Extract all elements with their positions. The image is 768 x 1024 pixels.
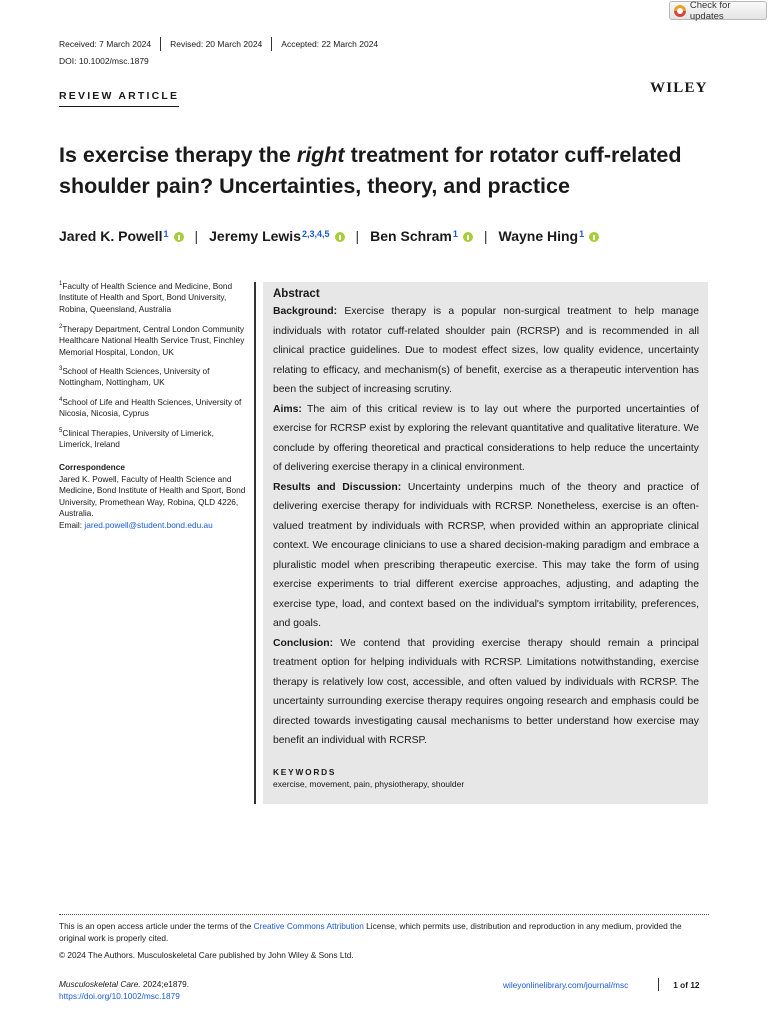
abstract-heading: Abstract (273, 288, 320, 300)
correspondence-text: Jared K. Powell, Faculty of Health Science and Medicine, Bond Institute of Health and Sport, Bond University, Promethean Way, Robina, QLD 4226, Australia. (59, 473, 246, 519)
affiliations (59, 279, 249, 532)
author-name[interactable]: Ben Schram (370, 228, 452, 244)
aims-text: The aim of this critical review is to lay out where the purported uncertainties of exercise for RCRSP exist by exploring the relevant quantitative and qualitative literature. We conclude by offering theoretical and practical considerations to help reduce the uncertainty of delivering exercise therapy in a clinical environment. (273, 403, 699, 473)
column-divider (254, 282, 256, 804)
author-name[interactable]: Wayne Hing (498, 228, 579, 244)
page-info (503, 978, 700, 991)
abstract-results (273, 478, 699, 634)
affiliation-number: 5 (59, 428, 63, 434)
abstract-aims (273, 400, 699, 478)
email-link[interactable]: jared.powell@student.bond.edu.au (84, 519, 213, 530)
license-text-post: License, which permits use, distribution and reproduction in any medium, provided the original work is properly cited. (59, 921, 682, 943)
affiliation-text: Faculty of Health Science and Medicine, Bond Institute of Health and Sport, Bond University, Robina, Queensland, Australia (59, 280, 233, 314)
affiliation (59, 322, 249, 359)
page-number: 1 of 12 (673, 979, 700, 990)
title-italic: right (296, 143, 345, 167)
affiliation-text: Clinical Therapies, University of Limerick, Limerick, Ireland (59, 427, 214, 450)
citation-block (59, 978, 189, 1002)
affiliation-text: School of Health Sciences, University of Nottingham, Nottingham, UK (59, 365, 210, 388)
affiliation (59, 279, 249, 316)
article-type: REVIEW ARTICLE (59, 90, 179, 107)
background-text: Exercise therapy is a popular non-surgical treatment to help manage individuals with rotator cuff-related shoulder pain (RCRSP) and is recommended in all clinical practice guidelines. Due to modest effect sizes, low quality evidence, uncertainty relating to efficacy, and mechanism(s) of benefit, exercise as a therapeutic intervention has been the subject of increasing scrutiny. (273, 306, 699, 395)
check-for-updates-button[interactable] (669, 1, 767, 20)
revised-date: Revised: 20 March 2024 (170, 38, 263, 49)
author-name[interactable]: Jeremy Lewis (209, 228, 301, 244)
date-divider (271, 37, 272, 51)
author-separator: | (483, 228, 488, 244)
orcid-icon[interactable] (335, 232, 345, 242)
article-dates (59, 37, 378, 50)
author-affiliation-sup: 1 (579, 229, 585, 239)
correspondence-email-line (59, 520, 249, 532)
affiliation-number: 3 (59, 366, 63, 373)
check-for-updates-label: Check for updates (689, 0, 731, 22)
license-text-pre: This is an open access article under the terms of the (59, 921, 254, 931)
conclusion-label: Conclusion: (273, 637, 334, 649)
abstract-box (263, 282, 708, 804)
email-label: Email: (59, 519, 85, 530)
affiliation (59, 426, 249, 451)
doi-link[interactable]: https://doi.org/10.1002/msc.1879 (59, 991, 180, 1001)
title-part-1: Is exercise therapy the (59, 143, 297, 167)
background-label: Background: (273, 306, 338, 317)
abstract-background (273, 302, 699, 400)
affiliation-text: Therapy Department, Central London Community Healthcare National Health Service Trust, Finchley Memorial Hospital, London, UK (59, 323, 245, 357)
affiliation-number: 4 (59, 397, 63, 404)
citation-text: 2024;e1879. (140, 979, 190, 989)
abstract-conclusion (273, 634, 699, 751)
page-divider (658, 978, 659, 991)
orcid-icon[interactable] (463, 232, 473, 242)
results-text: Uncertainty underpins much of the theory and practice of delivering exercise therapy for individuals with RCRSP. Nonetheless, exercise is an often-valued treatment by individuals with RCRSP, when provided within an appropriate clinical context. We encourage clinicians to use a shared decision-making paradigm and embrace a pluralistic model when prescribing therapeutic exercise. This may take the form of using exercise experiments to trial different exercise approaches, adjusting, and adapting the exercise type, load, and context based on the individual's symptom irritability, preferences, and goals. (273, 481, 699, 629)
copyright: © 2024 The Authors. Musculoskeletal Care published by John Wiley & Sons Ltd. (59, 950, 354, 960)
accepted-date: Accepted: 22 March 2024 (281, 38, 379, 49)
author-affiliation-sup: 2,3,4,5 (301, 229, 330, 239)
affiliation-number: 1 (59, 281, 63, 287)
journal-name: Musculoskeletal Care. (59, 979, 141, 989)
results-label: Results and Discussion: (273, 481, 402, 493)
footer-divider (59, 914, 709, 915)
affiliation (59, 364, 249, 389)
abstract-body (273, 302, 699, 751)
received-date: Received: 7 March 2024 (59, 38, 152, 49)
author-list (59, 228, 599, 244)
doi: DOI: 10.1002/msc.1879 (59, 56, 149, 66)
conclusion-text: We contend that providing exercise therapy should remain a principal treatment option for helping individuals with RCRSP. Limitations notwithstanding, exercise therapy is relatively low cost, accessible, and often valued by individuals with RCRSP. The uncertainty surrounding exercise therapy requires ongoing research and emphasis could be directed towards investigating causal mechanisms to better understand how exercise may benefit an individual with RCRSP. (273, 637, 699, 746)
license-statement (59, 920, 709, 944)
journal-site-link[interactable]: wileyonlinelibrary.com/journal/msc (503, 979, 629, 990)
affiliation-text: School of Life and Health Sciences, University of Nicosia, Nicosia, Cyprus (59, 396, 242, 419)
affiliation (59, 395, 249, 420)
aims-label: Aims: (273, 403, 302, 415)
correspondence-heading: Correspondence (59, 461, 125, 472)
journal-citation (59, 978, 189, 990)
article-title (59, 140, 699, 202)
author-affiliation-sup: 1 (452, 229, 458, 239)
publisher-logo: WILEY (650, 80, 708, 96)
keywords-heading: KEYWORDS (273, 766, 337, 777)
crossmark-icon (674, 5, 686, 17)
license-link[interactable]: Creative Commons Attribution (253, 921, 364, 931)
date-divider (160, 37, 161, 51)
affiliation-number: 2 (59, 323, 63, 330)
author-name[interactable]: Jared K. Powell (59, 228, 163, 244)
keywords-list: exercise, movement, pain, physiotherapy, shoulder (273, 778, 465, 789)
author-separator: | (194, 228, 199, 244)
title-part-2: treatment for rotator cuff-related shoulder pain? Uncertainties, theory, and practice (59, 143, 682, 198)
author-affiliation-sup: 1 (163, 229, 169, 239)
orcid-icon[interactable] (589, 232, 599, 242)
author-separator: | (355, 228, 360, 244)
orcid-icon[interactable] (174, 232, 184, 242)
